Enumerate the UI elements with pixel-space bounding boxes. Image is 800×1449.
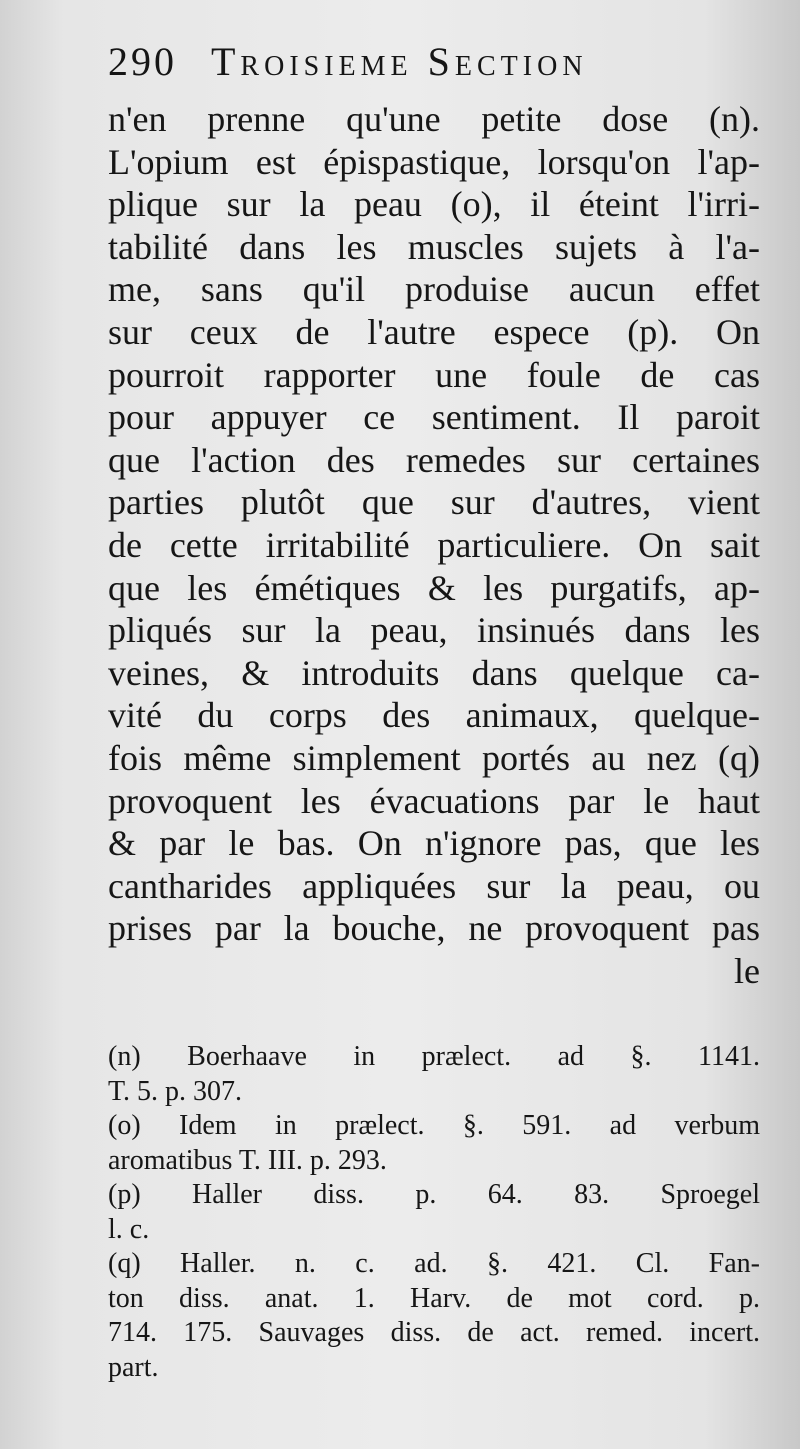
body-line: prises par la bouche, ne provoquent pas <box>108 908 760 949</box>
footnote-line: (q) Haller. n. c. ad. §. 421. Cl. Fan- <box>108 1248 760 1279</box>
catchword: le <box>734 950 760 991</box>
footnote-line: 714. 175. Sauvages diss. de act. remed. incert. <box>108 1317 760 1348</box>
body-line: provoquent les évacuations par le haut <box>108 780 760 821</box>
body-line: L'opium est épispastique, lorsqu'on l'ap- <box>108 141 760 182</box>
body-line: vité du corps des animaux, quelque- <box>108 695 760 736</box>
body-line: veines, & introduits dans quelque ca- <box>108 652 760 693</box>
body-line: pliqués sur la peau, insinués dans les <box>108 610 760 651</box>
body-line: de cette irritabilité particuliere. On sait <box>108 524 760 565</box>
body-line: tabilité dans les muscles sujets à l'a- <box>108 226 760 267</box>
body-line: n'en prenne qu'une petite dose (n). <box>108 99 760 139</box>
running-head: Troisieme Section <box>211 39 588 84</box>
footnote-line: aromatibus T. III. p. 293. <box>108 1144 387 1176</box>
page-number: 290 <box>108 39 177 84</box>
body-line: que les émétiques & les purgatifs, ap- <box>108 567 760 608</box>
body-line: plique sur la peau (o), il éteint l'irri- <box>108 184 760 225</box>
body-line: sur ceux de l'autre espece (p). On <box>108 311 760 352</box>
footnotes <box>108 1040 760 1410</box>
footnote-line: part. <box>108 1351 159 1383</box>
body-line: pour appuyer ce sentiment. Il paroit <box>108 397 760 438</box>
page-header <box>108 38 758 100</box>
footnote-line: (p) Haller diss. p. 64. 83. Sproegel <box>108 1179 760 1210</box>
body-line: que l'action des remedes sur certaines <box>108 439 760 480</box>
footnote-line: ton diss. anat. 1. Harv. de mot cord. p. <box>108 1282 760 1314</box>
body-line: me, sans qu'il produise aucun effet <box>108 269 760 310</box>
body-text <box>108 98 760 998</box>
body-line: parties plutôt que sur d'autres, vient <box>108 482 760 523</box>
body-line: cantharides appliquées sur la peau, ou <box>108 865 760 906</box>
footnote-line: l. c. <box>108 1213 150 1245</box>
body-line: fois même simplement portés au nez (q) <box>108 737 760 778</box>
body-line: pourroit rapporter une foule de cas <box>108 354 760 395</box>
body-line: & par le bas. On n'ignore pas, que les <box>108 823 760 864</box>
footnote-line: (n) Boerhaave in prælect. ad §. 1141. <box>108 1041 760 1072</box>
footnote-line: (o) Idem in prælect. §. 591. ad verbum <box>108 1110 760 1141</box>
footnote-line: T. 5. p. 307. <box>108 1075 243 1107</box>
